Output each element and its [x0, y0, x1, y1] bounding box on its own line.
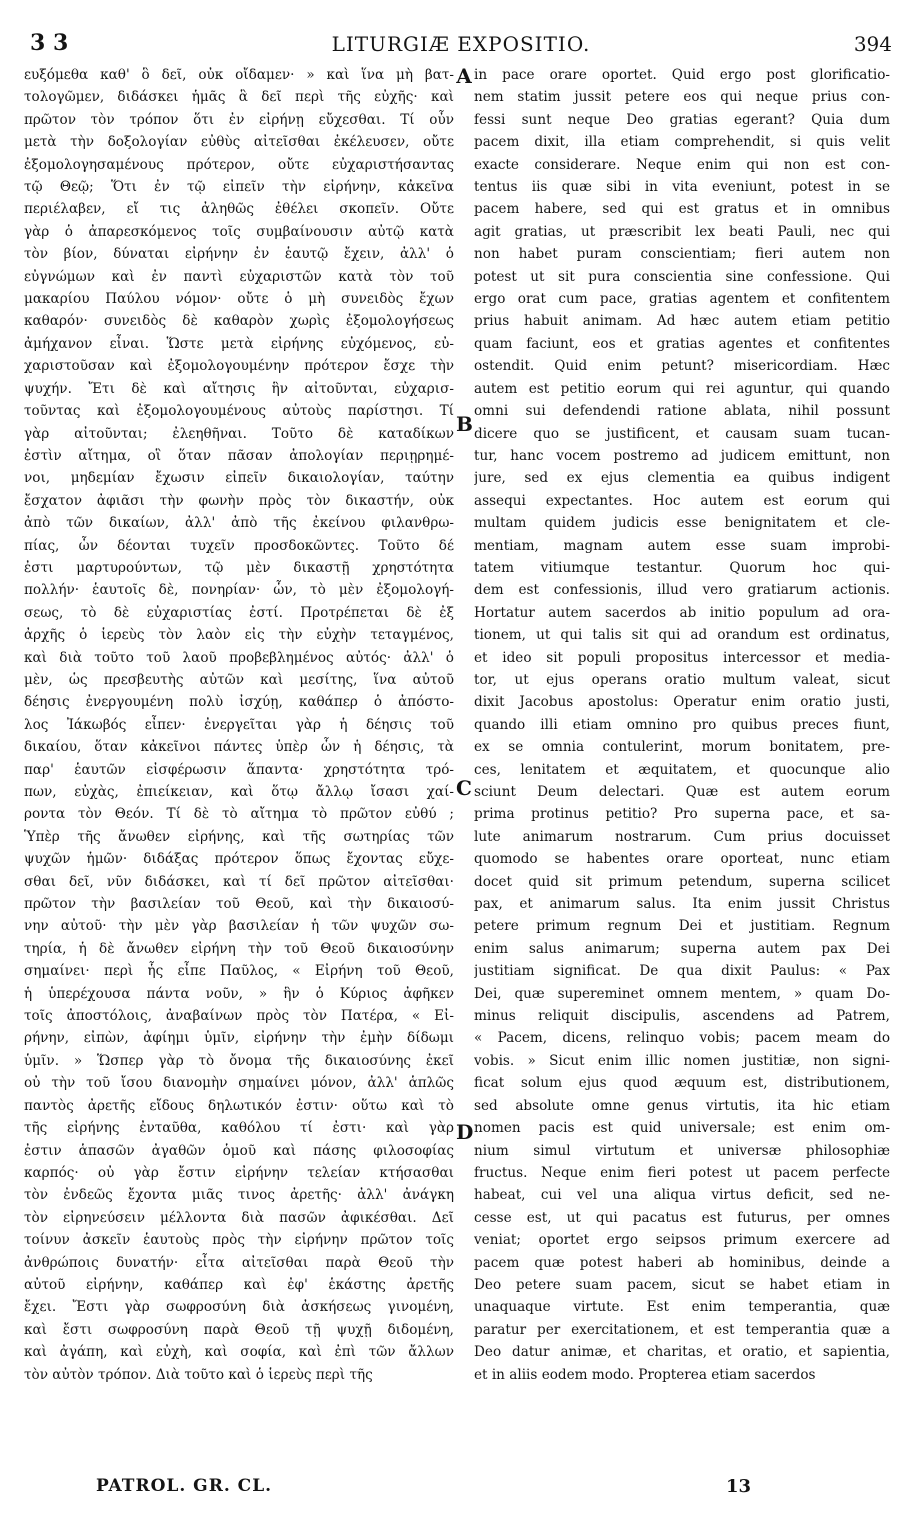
latin-text-line: tentus iis quæ sibi in vita eveniunt, potest in se — [474, 179, 890, 196]
latin-text-line: ces, lenitatem et æquitatem, et quocunque alio — [474, 761, 890, 778]
latin-text-line: sciunt Deum delectari. Quæ est autem eorum — [474, 784, 890, 800]
greek-text-line: τηρία, ἡ δὲ ἄνωθεν εἰρήνη τὴν τοῦ Θεοῦ δικαιοσύνην — [24, 940, 454, 957]
latin-text-line: tatem vitiumque testantur. Quorum hoc qui- — [474, 559, 890, 576]
greek-text-line: ψυχῶν ἡμῶν· διδάξας πρότερον ὅπως ἔχοντας εὔχε- — [24, 851, 454, 868]
margin-marker-a: A — [456, 64, 472, 88]
greek-text-line: ἐστὶν αἴτημα, οἳ ὅταν πᾶσαν ἀπολογίαν περιῃρημέ- — [24, 447, 454, 464]
latin-text-line: et ideo sit populi propositus intercessor et media- — [474, 649, 890, 666]
latin-text-line: potest ut sit pura conscientia sine confessione. Qui — [474, 268, 890, 285]
margin-marker-b: B — [456, 412, 473, 436]
greek-text-line: αὐτοῦ εἰρήνην, καθάπερ καὶ ἐφ' ἑκάστης ἀρετῆς — [24, 1276, 454, 1293]
latin-text-line: nomen pacis est quid universale; est enim om- — [474, 1120, 890, 1137]
greek-text-line: πίας, ὧν δέονται τυχεῖν προσδοκῶντες. Τοῦτο δέ — [24, 537, 454, 554]
greek-text-line: ἀνθρώποις δυνατήν· εἶτα αἰτεῖσθαι παρὰ Θεοῦ τὴν — [24, 1254, 454, 1271]
latin-text-line: habeat, cui vel una aliqua virtus deficit, sed ne- — [474, 1187, 890, 1204]
latin-text-line: quando illi etiam omnino pro quibus preces fiunt, — [474, 716, 890, 733]
latin-text-line: veniat; oportet ergo seipsos primum exercere ad — [474, 1232, 890, 1249]
greek-text-line: γὰρ ὁ ἀπαρεσκόμενος τοῖς συμβαίνουσιν αὐτῷ κατὰ — [24, 223, 454, 240]
latin-text-line: sed absolute omne genus virtutis, ita hic etiam — [474, 1097, 890, 1114]
latin-text-line: Hortatur autem sacerdos ab initio populum ad ora- — [474, 604, 890, 621]
greek-text-line: καὶ διὰ τοῦτο τοῦ λαοῦ προβεβλημένος αὐτός· ἀλλ' ὁ — [24, 649, 454, 666]
greek-text-line: παρ' ἑαυτῶν εἰσφέρωσιν ἅπαντα· χρηστότητα τρό- — [24, 761, 454, 778]
greek-text-line: γὰρ αἰτοῦνται; ἐλεηθῆναι. Τοῦτο δὲ καταδίκων — [24, 425, 454, 442]
greek-text-line: ἐστι μαρτυρούντων, τῷ μὲν δικαστῇ χρηστότητα — [24, 559, 454, 576]
latin-text-line: nem statim jussit petere eos qui neque prius con- — [474, 89, 890, 106]
latin-text-line: cesse est, ut qui pacatus est futurus, per omnes — [474, 1209, 890, 1226]
greek-text-line: καὶ ἔστι σωφροσύνη παρὰ Θεοῦ τῇ ψυχῇ διδομένη, — [24, 1321, 454, 1338]
latin-text-line: Deo datur animæ, et charitas, et oratio, et sapientia, — [474, 1344, 890, 1361]
greek-text-line: ἐξομολογησαμένους πρότερον, οὔτε εὐχαριστήσαντας — [24, 156, 454, 173]
latin-text-line: tor, ut ejus operans oratio multum valeat, sicut — [474, 671, 890, 688]
greek-text-line: τὸν ἐνδεῶς ἔχοντα μιᾶς τινος ἀρετῆς· ἀλλ' ἀνάγκη — [24, 1187, 454, 1204]
latin-text-line: ergo orat cum pace, gratias agentem et confitentem — [474, 291, 890, 308]
latin-text-line: dicere quo se justificent, et causam suam tucan- — [474, 425, 890, 442]
greek-text-line: ροντα τὸν Θεόν. Τί δὲ τὸ αἴτημα τὸ πρῶτον εὐθύ ; — [24, 806, 454, 823]
latin-text-line: prima protinus petitio? Pro superna pace, et sa- — [474, 806, 890, 823]
latin-text-line: pacem quæ potest haberi ab hominibus, deinde a — [474, 1254, 890, 1271]
latin-text-line: non habet puram conscientiam; fieri autem non — [474, 246, 890, 263]
greek-text-line: σημαίνει· περὶ ἧς εἶπε Παῦλος, « Εἰρήνη τοῦ Θεοῦ, — [24, 963, 454, 980]
greek-text-line: τῆς εἰρήνης ἐνταῦθα, καθόλου τί ἐστι· καὶ γὰρ — [24, 1120, 454, 1137]
latin-text-line: pacem habere, sed qui est gratus et in omnibus — [474, 201, 890, 218]
greek-text-line: καρπός· οὐ γὰρ ἔστιν εἰρήνην τελείαν κτήσασθαι — [24, 1164, 454, 1181]
sheet-number: 13 — [726, 1476, 752, 1497]
greek-text-line: καὶ ἀγάπη, καὶ εὐχὴ, καὶ σοφία, καὶ ἐπὶ τῶν ἄλλων — [24, 1344, 454, 1361]
latin-text-line: ostendit. Quid enim petunt? misericordiam. Hæc — [474, 358, 890, 375]
greek-text-line: πρῶτον τὴν βασιλείαν τοῦ Θεοῦ, καὶ τὴν δικαιοσύ- — [24, 896, 454, 913]
greek-text-line: τὸν αὐτὸν τρόπον. Διὰ τοῦτο καὶ ὁ ἱερεὺς περὶ τῆς — [24, 1366, 373, 1383]
latin-text-line: vobis. » Sicut enim illic nomen justitiæ, non signi- — [474, 1052, 890, 1069]
greek-text-line: τῷ Θεῷ; Ὅτι ἐν τῷ εἰπεῖν τὴν εἰρήνην, κἀκεῖνα — [24, 179, 454, 196]
latin-text-line: « Pacem, dicens, relinquo vobis; pacem meam do — [474, 1030, 890, 1047]
greek-text-line: ρήνην, εἰπὼν, ἀφίημι ὑμῖν, εἰρήνην τὴν ἐμὴν δίδωμι — [24, 1030, 454, 1047]
latin-text-column — [474, 64, 890, 1386]
latin-text-line: dixit Jacobus apostolus: Operatur enim oratio justi, — [474, 694, 890, 711]
latin-text-line: paratur per exercitationem, et est temperantia quæ a — [474, 1321, 890, 1338]
latin-text-line: pax, et animarum salus. Ita enim jussit Christus — [474, 896, 890, 913]
latin-text-line: et in aliis eodem modo. Propterea etiam sacerdos — [474, 1366, 816, 1383]
latin-text-line: autem est petitio eorum qui rei aguntur, qui quando — [474, 380, 890, 397]
latin-text-line: minus reliquit discipulis, ascendens ad Patrem, — [474, 1008, 890, 1025]
latin-text-line: justitiam significat. De qua dixit Paulus: « Pax — [474, 963, 890, 980]
latin-text-line: dem est confessionis, illud vero gratiarum actionis. — [474, 582, 890, 599]
latin-text-line: lute animarum nostrarum. Cum prius docuisset — [474, 828, 890, 845]
latin-text-line: multam quidem judicis esse benignitatem et cle- — [474, 515, 890, 532]
greek-text-line: νοι, μηδεμίαν ἔχωσιν εἰπεῖν δικαιολογίαν, ταύτην — [24, 470, 454, 487]
greek-text-line: πολλήν· ἑαυτοῖς δὲ, πονηρίαν· ὧν, τὸ μὲν ἐξομολογή- — [24, 582, 454, 599]
greek-text-line: λος Ἰάκωβός εἶπεν· ἐνεργεῖται γὰρ ἡ δέησις τοῦ — [24, 716, 454, 733]
greek-text-line: σεως, τὸ δὲ εὐχαριστίας ἐστί. Προτρέπεται δὲ ἐξ — [24, 604, 454, 621]
latin-text-line: petere primum regnum Dei et justitiam. Regnum — [474, 918, 890, 935]
printer-signature: PATROL. GR. CL. — [96, 1476, 273, 1496]
latin-text-line: Deo petere suam pacem, sicut se habet etiam in — [474, 1276, 890, 1293]
running-header — [30, 30, 892, 60]
greek-text-line: καθαρόν· συνειδὸς δὲ καθαρὸν χωρὶς ἐξομολογήσεως — [24, 313, 454, 330]
latin-text-line: mentiam, magnam autem esse suam improbi- — [474, 537, 890, 554]
greek-text-line: ἡ ὑπερέχουσα πάντα νοῦν, » ἣν ὁ Κύριος ἀφῆκεν — [24, 985, 454, 1002]
greek-text-line: ἀρχῆς ὁ ἱερεὺς τὸν λαὸν εἰς τὴν εὐχὴν τεταγμένος, — [24, 627, 454, 644]
latin-text-line: Dei, quæ supereminet omnem mentem, » quam Do- — [474, 985, 890, 1002]
latin-text-line: omni sui defendendi ratione ablata, nihil possunt — [474, 403, 890, 420]
margin-marker-c: C — [456, 776, 472, 800]
greek-text-line: τὸν εἰρηνεύσειν μέλλοντα διὰ πασῶν ἀφικέσθαι. Δεῖ — [24, 1209, 454, 1226]
latin-text-line: jure, sed ex ejus clementia ea quibus indigent — [474, 470, 890, 487]
latin-text-line: quomodo se habentes orare oporteat, nunc etiam — [474, 851, 890, 868]
latin-text-line: agit gratias, ut præscribit lex beati Pauli, nec qui — [474, 223, 890, 240]
latin-text-line: docet quid sit primum petendum, superna scilicet — [474, 873, 890, 890]
greek-text-line: ἀπὸ τῶν δικαίων, ἀλλ' ἀπὸ τῆς ἐκείνου φιλανθρω- — [24, 515, 454, 532]
greek-text-line: σθαι δεῖ, νῦν διδάσκει, καὶ τί δεῖ πρῶτον αἰτεῖσθαι· — [24, 873, 454, 890]
greek-text-line: εὐγνώμων καὶ ἐν παντὶ εὐχαριστῶν κατὰ τὸν τοῦ — [24, 268, 454, 285]
greek-text-line: τοῦντας καὶ ἐξομολογουμένους αὐτοὺς παρίστησι. Τί — [24, 403, 454, 420]
greek-text-line: περιέλαβεν, εἴ τις ἀληθῶς ἐθέλει σκοπεῖν. Οὔτε — [24, 201, 454, 218]
latin-text-line: assequi expectantes. Hoc autem est eorum qui — [474, 492, 890, 509]
greek-text-line: μακαρίου Παύλου νόμον· οὔτε ὁ μὴ συνειδὸς ἔχων — [24, 291, 454, 308]
greek-text-line: ἔχει. Ἔστι γὰρ σωφροσύνη διὰ ἀσκήσεως γινομένη, — [24, 1299, 454, 1316]
margin-marker-d: D — [456, 1120, 474, 1144]
greek-text-line: Ὑπὲρ τῆς ἄνωθεν εἰρήνης, καὶ τῆς σωτηρίας τῶν — [24, 828, 454, 845]
greek-text-line: τολογῶμεν, διδάσκει ἡμᾶς ἃ δεῖ περὶ τῆς εὐχῆς· καὶ — [24, 89, 454, 106]
latin-text-line: in pace orare oportet. Quid ergo post glorificatio- — [474, 67, 890, 83]
greek-text-line: τὸν βίον, δύναται εἰρήνην ἐν ἑαυτῷ ἔχειν, ἀλλ' ὁ — [24, 246, 454, 263]
latin-text-line: tur, hanc vocem postremo ad judicem emittunt, non — [474, 447, 890, 464]
greek-text-line: μὲν, ὡς πρεσβευτὴς αὐτῶν καὶ μεσίτης, ἵνα αὐτοῦ — [24, 671, 454, 688]
latin-text-line: ficat solum ejus quod æquum est, distributionem, — [474, 1075, 890, 1092]
latin-text-line: tionem, ut qui talis sit qui ad orandum est ordinatus, — [474, 627, 890, 644]
greek-text-line: ὑμῖν. » Ὥσπερ γὰρ τὸ ὄνομα τῆς δικαιοσύνης ἐκεῖ — [24, 1052, 454, 1069]
latin-text-line: exacte considerare. Neque enim qui non est con- — [474, 156, 890, 173]
running-title: LITURGIÆ EXPOSITIO. — [331, 32, 591, 56]
greek-text-line: ἔσχατον ἀφιᾶσι τὴν φωνὴν πρὸς τὸν δικαστήν, οὐκ — [24, 492, 454, 509]
greek-text-line: μετὰ τὴν δοξολογίαν εὐθὺς αἰτεῖσθαι ἐκέλευσεν, οὔτε — [24, 134, 454, 151]
greek-text-line: τοῖς ἀποστόλοις, ἀναβαίνων πρὸς τὸν Πατέρα, « Εἰ- — [24, 1008, 454, 1025]
greek-text-line: ευξόμεθα καθ' ὃ δεῖ, οὐκ οἴδαμεν· » καὶ ἵνα μὴ βατ- — [24, 67, 454, 83]
greek-text-line: χαριστοῦσαν καὶ ἐξομολογουμένην πρότερον ἔσχε τὴν — [24, 358, 454, 375]
greek-text-line: ψυχήν. Ἔτι δὲ καὶ αἴτησις ἣν αἰτοῦνται, εὐχαρισ- — [24, 380, 454, 397]
greek-text-column — [24, 64, 454, 1386]
greek-text-line: τοίνυν ἀσκεῖν ἑαυτοὺς πρὸς τὴν εἰρήνην πρῶτον τοῖς — [24, 1232, 454, 1249]
latin-text-line: pacem dixit, illa etiam comprehendit, si quis velit — [474, 134, 890, 151]
greek-text-line: πων, εὐχὰς, ἐπιείκειαν, καὶ ὅτῳ ἄλλῳ ἴσασι χαί- — [24, 784, 454, 800]
latin-text-line: enim salus animarum; superna autem pax Dei — [474, 940, 890, 957]
page-number-right: 394 — [853, 32, 892, 56]
latin-text-line: prius habuit animam. Ad hæc autem etiam petitio — [474, 313, 890, 330]
latin-text-line: ex se omnia contulerint, morum bonitatem, pre- — [474, 739, 890, 756]
page-footer — [96, 1476, 796, 1504]
greek-text-line: δέησις ἐνεργουμένη πολὺ ἰσχύῃ, καθάπερ ὁ ἀπόστο- — [24, 694, 454, 711]
greek-text-line: παντὸς ἀρετῆς εἴδους δηλωτικόν ἐστιν· οὕτω καὶ τὸ — [24, 1097, 454, 1114]
greek-text-line: πρῶτον τὸν τρόπον ὅτι ἐν εἰρήνῃ εὔχεσθαι. Τί οὖν — [24, 111, 454, 128]
latin-text-line: unaquaque virtute. Est enim temperantia, quæ — [474, 1299, 890, 1316]
page-number-left: 3 3 — [30, 30, 69, 56]
latin-text-line: nium simul virtutum et universæ philosophiæ — [474, 1142, 890, 1159]
greek-text-line: ἀμήχανον εἶναι. Ὥστε μετὰ εἰρήνης εὐχόμενος, εὐ- — [24, 335, 454, 352]
greek-text-line: νην αὐτοῦ· τὴν μὲν γὰρ βασιλείαν ἡ τῶν ψυχῶν σω- — [24, 918, 454, 935]
latin-text-line: fructus. Neque enim fieri potest ut pacem perfecte — [474, 1164, 890, 1181]
greek-text-line: οὐ τὴν τοῦ ἴσου διανομὴν σημαίνει μόνον, ἀλλ' ἁπλῶς — [24, 1075, 454, 1092]
greek-text-line: δικαίου, ὅταν κἀκεῖνοι πάντες ὑπὲρ ὧν ἡ δέησις, τὰ — [24, 739, 454, 756]
latin-text-line: quam faciunt, eos et gratias agentes et confitentes — [474, 335, 890, 352]
greek-text-line: ἐστιν ἁπασῶν ἀγαθῶν ὁμοῦ καὶ πάσης φιλοσοφίας — [24, 1142, 454, 1159]
latin-text-line: fessi sunt neque Deo gratias egerant? Quia dum — [474, 111, 890, 128]
